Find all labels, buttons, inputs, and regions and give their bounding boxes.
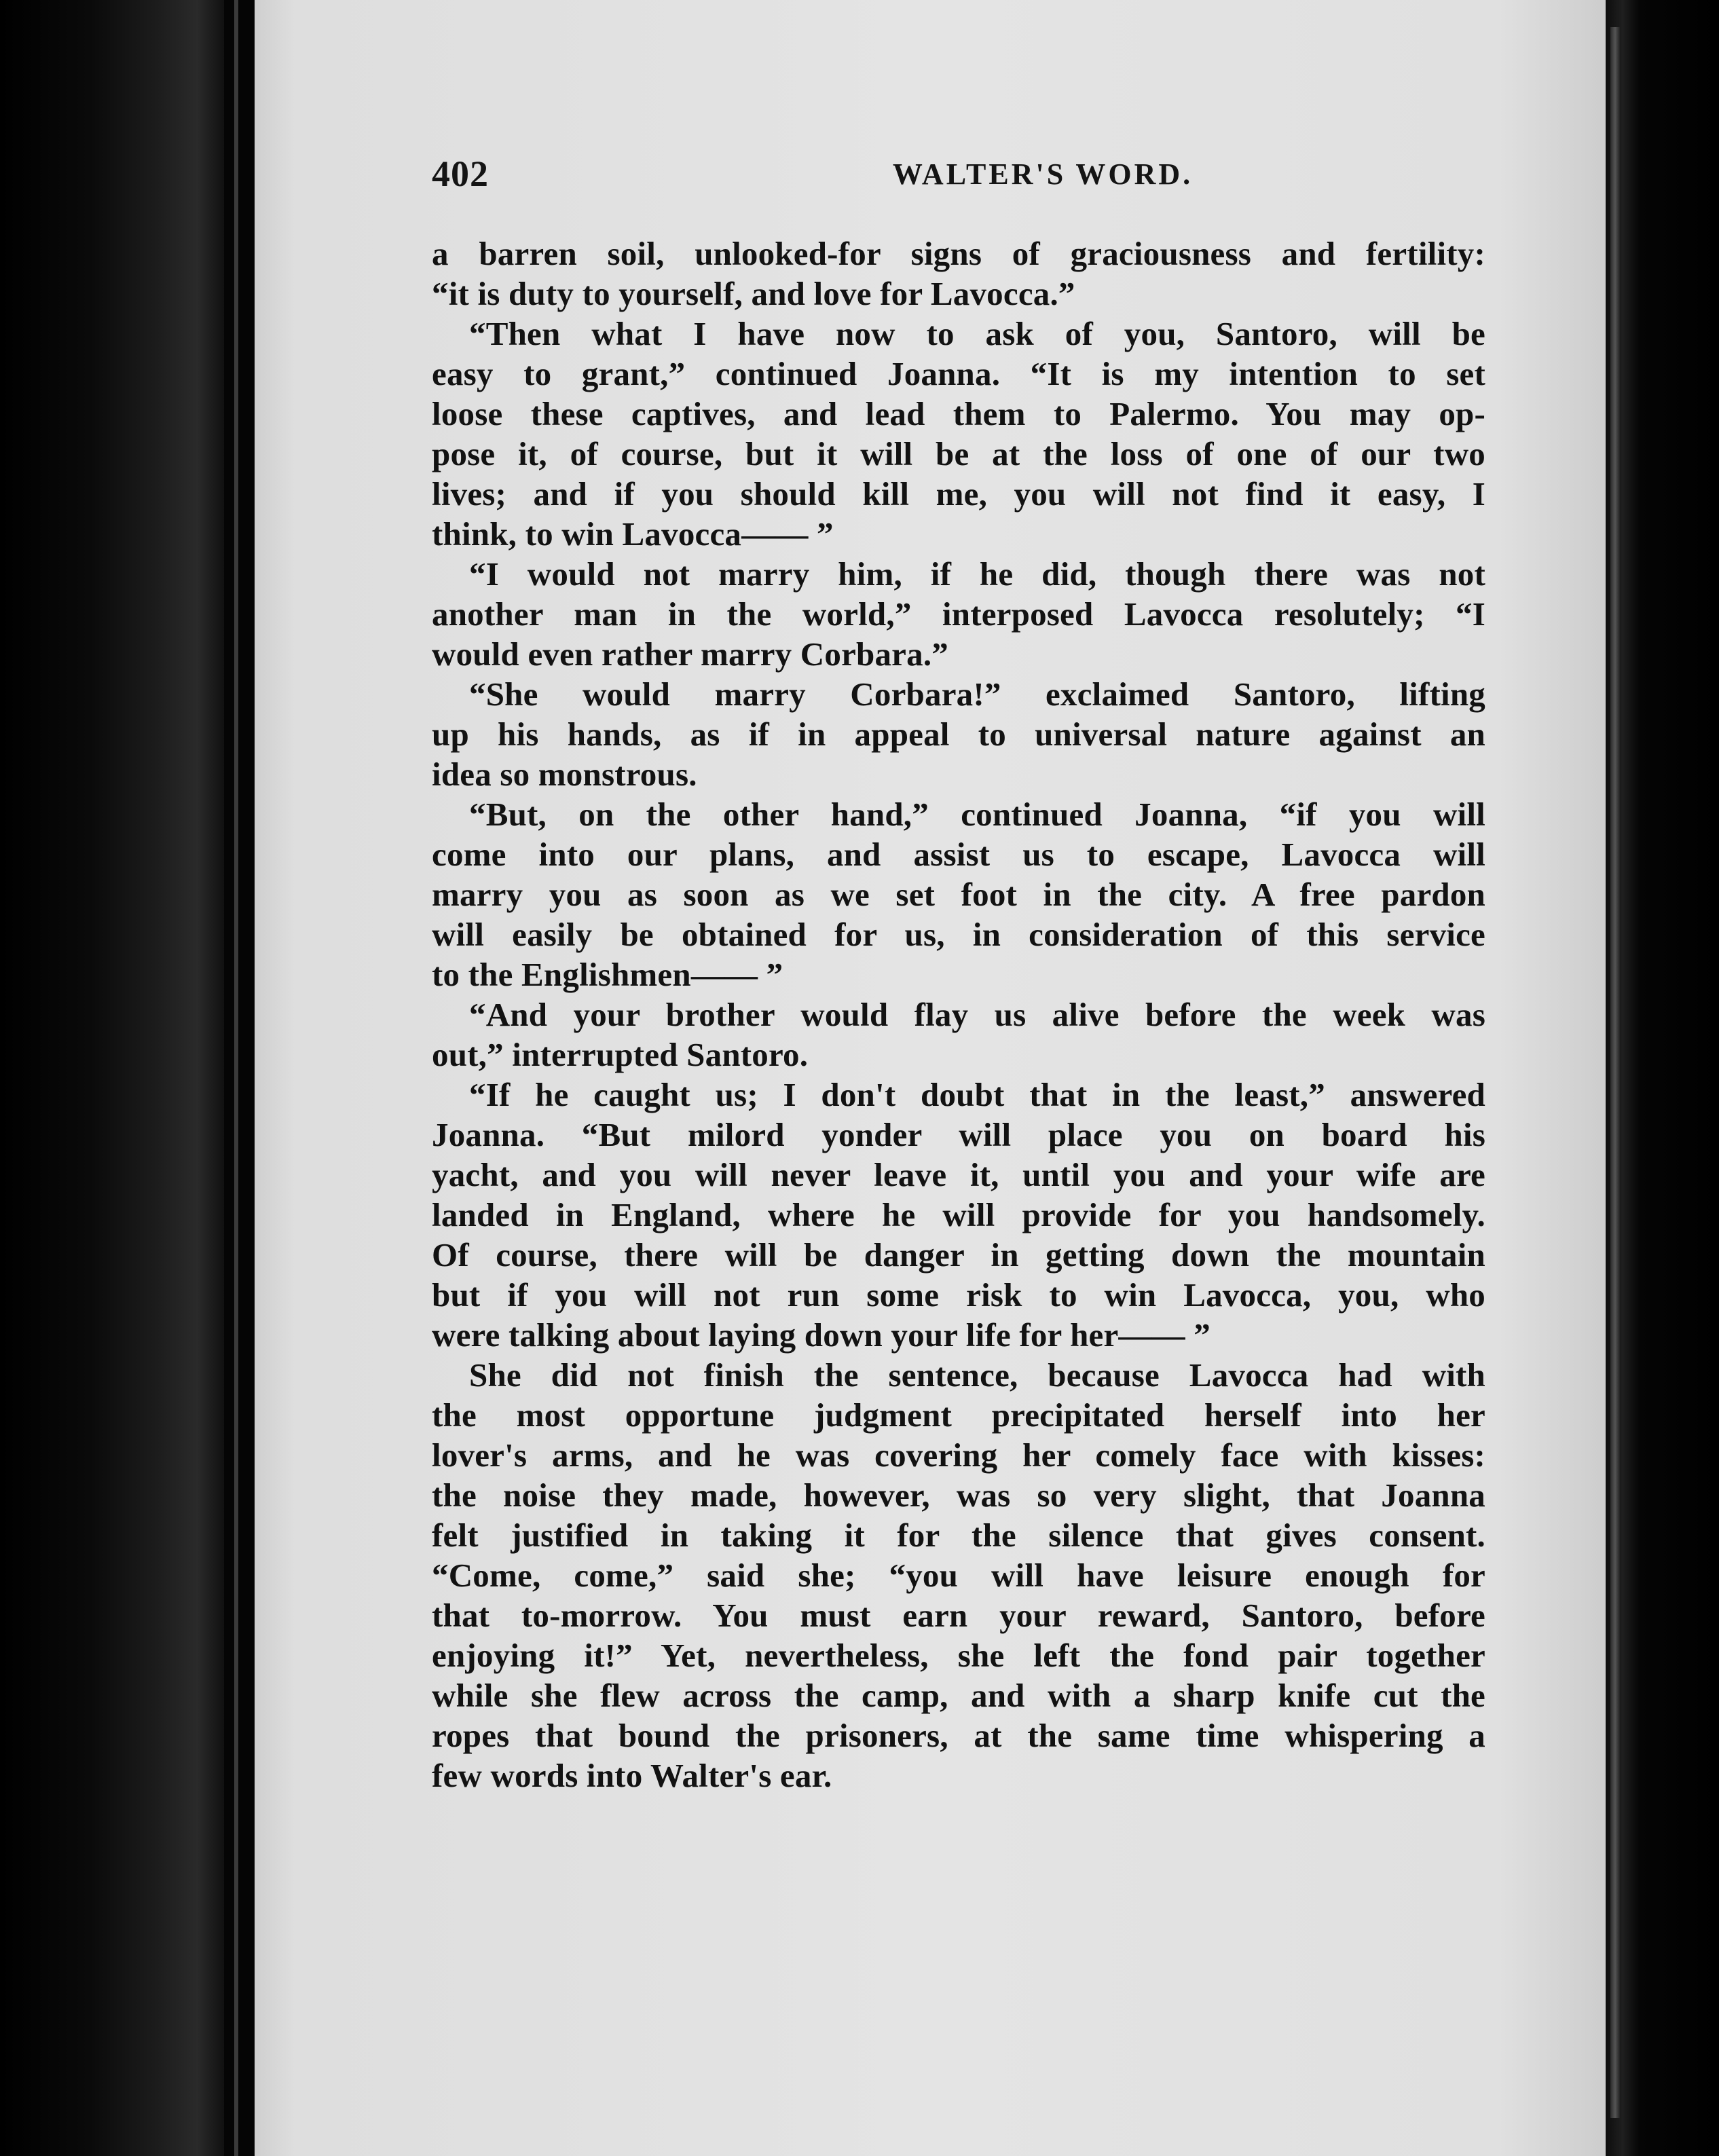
text-line: “Come, come,” said she; “you will have leisure enough for [432, 1557, 1485, 1594]
text-line: to the Englishmen—— ” [432, 956, 783, 993]
text-line: easy to grant,” continued Joanna. “It is my intention to set [432, 355, 1485, 392]
text-line: will easily be obtained for us, in consideration of this service [432, 916, 1485, 953]
text-line: out,” interrupted Santoro. [432, 1036, 809, 1073]
text-line: but if you will not run some risk to win Lavocca, you, who [432, 1276, 1485, 1314]
text-line: loose these captives, and lead them to Palermo. You may op- [432, 395, 1485, 432]
text-line: yacht, and you will never leave it, until you and your wife are [432, 1156, 1485, 1193]
text-line: while she flew across the camp, and with a sharp knife cut the [432, 1677, 1485, 1714]
text-line: the most opportune judgment precipitated herself into her [432, 1396, 1485, 1434]
text-line: marry you as soon as we set foot in the city. A free pardon [432, 876, 1485, 913]
text-line: Joanna. “But milord yonder will place you on board his [432, 1116, 1485, 1153]
text-line: think, to win Lavocca—— ” [432, 515, 834, 553]
text-line: ropes that bound the prisoners, at the same time whispering a [432, 1717, 1485, 1754]
page-header [432, 153, 1485, 193]
text-line: pose it, of course, but it will be at the loss of one of our two [432, 435, 1485, 472]
text-line: would even rather marry Corbara.” [432, 635, 948, 673]
page-number: 402 [432, 153, 489, 194]
text-line: another man in the world,” interposed Lavocca resolutely; “I [432, 595, 1485, 633]
text-line: “If he caught us; I don't doubt that in the least,” answered [469, 1076, 1485, 1113]
text-line: “Then what I have now to ask of you, Santoro, will be [469, 315, 1485, 352]
text-line: lives; and if you should kill me, you will not find it easy, I [432, 475, 1485, 513]
text-line: up his hands, as if in appeal to universal nature against an [432, 715, 1485, 753]
text-line: idea so monstrous. [432, 756, 697, 793]
text-line: that to-morrow. You must earn your reward, Santoro, before [432, 1597, 1485, 1634]
text-line: “it is duty to yourself, and love for Lavocca.” [432, 275, 1075, 312]
text-line: felt justified in taking it for the silence that gives consent. [432, 1517, 1485, 1554]
text-line: “I would not marry him, if he did, though there was not [469, 555, 1485, 593]
text-line: were talking about laying down your life for her—— ” [432, 1316, 1210, 1354]
text-line: landed in England, where he will provide for you handsomely. [432, 1196, 1485, 1233]
text-line: the noise they made, however, was so very slight, that Joanna [432, 1476, 1485, 1514]
text-line: Of course, there will be danger in getting down the mountain [432, 1236, 1485, 1274]
text-line: lover's arms, and he was covering her comely face with kisses: [432, 1436, 1485, 1474]
page-edge-stripe [1610, 27, 1620, 2118]
text-line: “But, on the other hand,” continued Joanna, “if you will [469, 796, 1485, 833]
book-spine-shadow [0, 0, 224, 2156]
body-text [432, 234, 1485, 1796]
text-line: “She would marry Corbara!” exclaimed Santoro, lifting [469, 675, 1485, 713]
text-line: “And your brother would flay us alive before the week was [469, 996, 1485, 1033]
text-line: enjoying it!” Yet, nevertheless, she left the fond pair together [432, 1637, 1485, 1674]
text-line: a barren soil, unlooked-for signs of graciousness and fertility: [432, 235, 1485, 272]
text-line: few words into Walter's ear. [432, 1757, 832, 1794]
text-line: come into our plans, and assist us to escape, Lavocca will [432, 836, 1485, 873]
text-line: She did not finish the sentence, because Lavocca had with [469, 1356, 1485, 1394]
binding-edge-line [234, 0, 238, 2156]
page-right-edge-shadow [1606, 0, 1719, 2156]
running-title: WALTER'S WORD. [892, 157, 1194, 191]
